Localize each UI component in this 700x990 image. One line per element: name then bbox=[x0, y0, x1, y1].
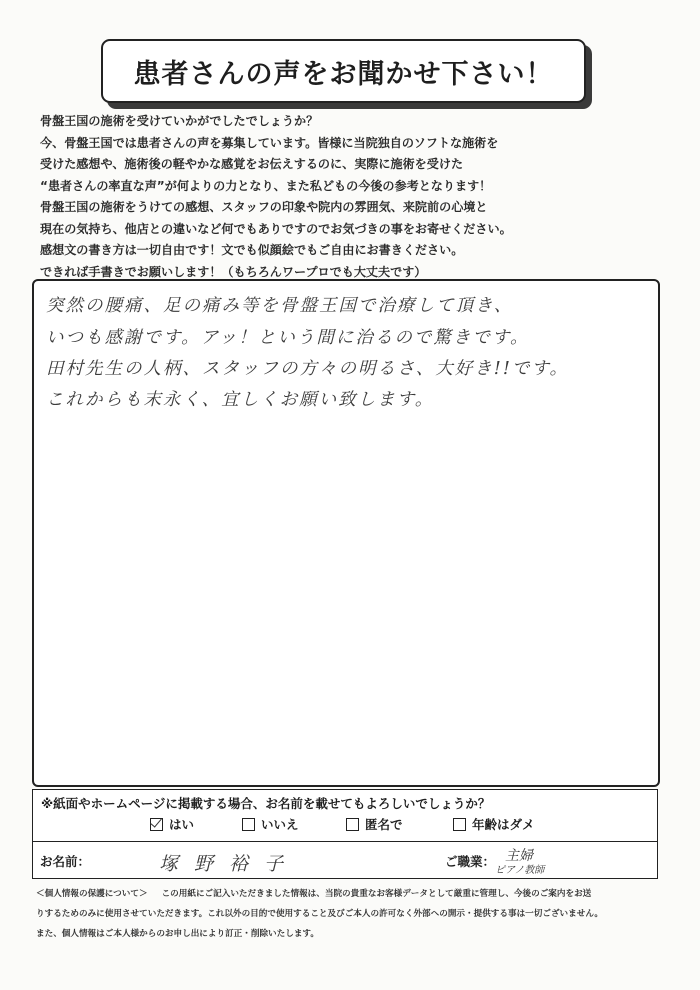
occupation-value-secondary[interactable]: ピアノ教師 bbox=[495, 865, 545, 876]
checkbox-icon[interactable] bbox=[242, 818, 255, 831]
checkbox-icon[interactable] bbox=[453, 818, 466, 831]
comment-line: いつも感謝です。アッ！という間に治るので驚きです。 bbox=[46, 328, 530, 348]
comment-line: これからも末永く、宜しくお願い致します。 bbox=[46, 390, 435, 410]
privacy-heading: ＜個人情報の保護について＞ bbox=[36, 889, 148, 899]
intro-line: 今、骨盤王国では患者さんの声を募集しています。皆様に当院独自のソフトな施術を bbox=[40, 135, 499, 150]
privacy-text: りするためのみに使用させていただきます。これ以外の目的で使用すること及びご本人の許可なく外部への開示・提供する事は一切ございません。 bbox=[36, 909, 604, 919]
name-section bbox=[32, 841, 658, 879]
intro-text bbox=[40, 111, 680, 283]
consent-question: ※紙面やホームページに掲載する場合、お名前を載せてもよろしいでしょうか？ bbox=[41, 796, 491, 811]
consent-option-no[interactable] bbox=[242, 815, 299, 833]
intro-line: 受けた感想や、施術後の軽やかな感覚をお伝えするのに、実際に施術を受けた bbox=[40, 157, 464, 171]
occupation-value[interactable]: 主婦 bbox=[505, 848, 533, 864]
occupation-label: ご職業： bbox=[445, 854, 496, 869]
intro-line: 骨盤王国の施術をうけての感想、スタッフの印象や院内の雰囲気、来院前の心境と bbox=[40, 200, 488, 214]
intro-line: 現在の気持ち、他店との違いなど何でもありですのでお気づきの事をお寄せください。 bbox=[40, 221, 512, 236]
privacy-text: また、個人情報はご本人様からのお申し出により訂正・削除いたします。 bbox=[36, 929, 319, 939]
option-label: いいえ bbox=[261, 817, 299, 832]
checkbox-checked-icon[interactable] bbox=[150, 818, 163, 831]
page-title: 患者さんの声をお聞かせ下さい！ bbox=[101, 39, 586, 103]
intro-line: 感想文の書き方は一切自由です！文でも似顔絵でもご自由にお書きください。 bbox=[40, 243, 464, 257]
consent-option-no-age[interactable] bbox=[453, 815, 535, 833]
option-label: 年齢はダメ bbox=[472, 817, 535, 832]
privacy-text: この用紙にご記入いただきました情報は、当院の貴重なお客様データとして厳重に管理し、今後のご案内をお送 bbox=[161, 889, 592, 899]
name-value[interactable]: 塚野裕子 bbox=[159, 853, 300, 875]
consent-option-anonymous[interactable] bbox=[346, 815, 403, 833]
privacy-notice bbox=[36, 884, 676, 944]
option-label: はい bbox=[169, 817, 195, 832]
consent-section bbox=[32, 789, 658, 842]
name-label: お名前： bbox=[40, 854, 91, 869]
intro-line: できれば手書きでお願いします！（もちろんワープロでも大丈夫です） bbox=[40, 264, 427, 279]
option-label: 匿名で bbox=[365, 817, 403, 832]
checkbox-icon[interactable] bbox=[346, 818, 359, 831]
comment-line: 突然の腰痛、足の痛み等を骨盤王国で治療して頂き、 bbox=[46, 296, 514, 316]
intro-line: 骨盤王国の施術を受けていかがでしたでしょうか？ bbox=[40, 114, 319, 128]
comment-line: 田村先生の人柄、スタッフの方々の明るさ、大好き!!です。 bbox=[46, 359, 569, 379]
consent-option-yes[interactable] bbox=[150, 815, 194, 833]
intro-line: “患者さんの率直な声”が何よりの力となり、また私どもの今後の参考となります！ bbox=[40, 178, 492, 193]
